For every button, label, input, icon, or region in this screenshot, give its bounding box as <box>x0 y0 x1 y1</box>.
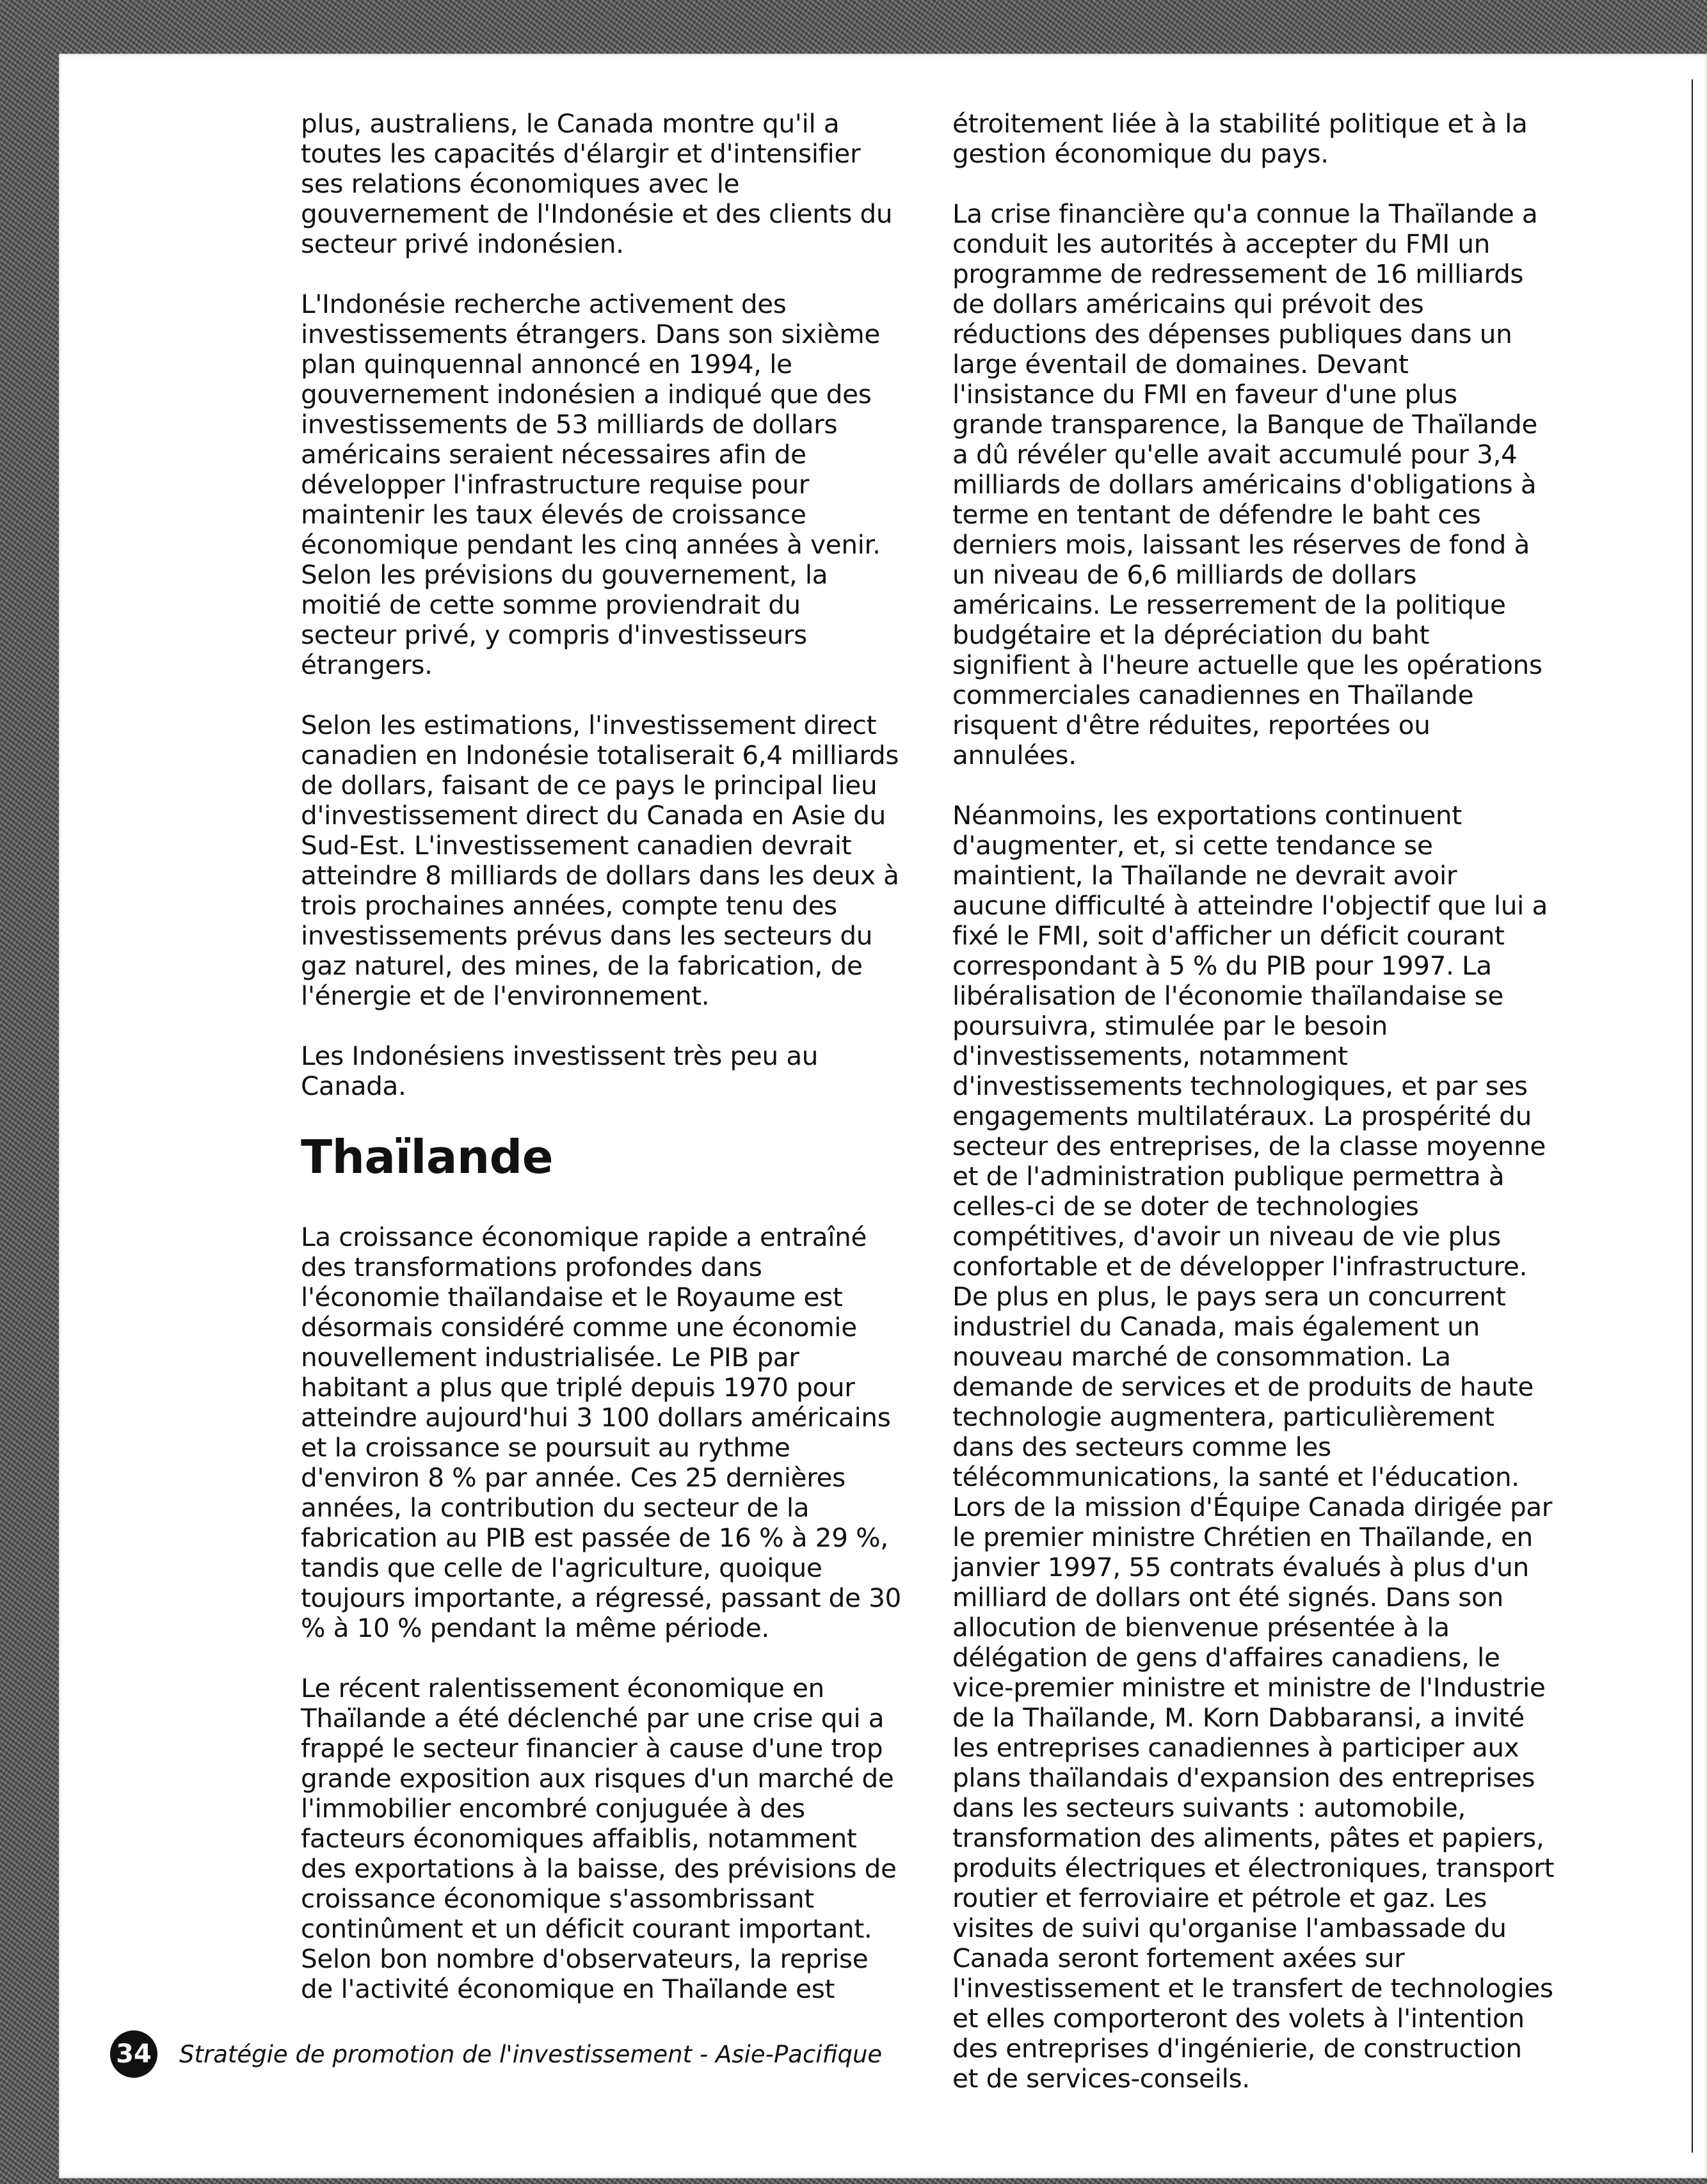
right-paragraph-4: Lors de la mission d'Équipe Canada dirigée par le premier ministre Chrétien en Thaïlande, en janvier 1997, 55 contrats évalués à plus d'un milliard de dollars ont été signés. Dans son allocution de bienvenue présentée à la délégation de gens d'affaires canadiens, le vice-premier ministre et ministre de l'Industrie de la Thaïlande, M. Korn Dabbaransi, a invité les entreprises canadiennes à participer aux plans thaïlandais d'expansion des entreprises dans les secteurs suivants : automobile, transformation des aliments, pâtes et papiers, produits électriques et électroniques, transport routier et ferroviaire et pétrole et gaz. Les visites de suivi qu'organise l'ambassade du Canada seront fortement axées sur l'investissement et le transfert de technologies et elles comporteront des volets à l'intention des entreprises d'ingénierie, de construction et de services-conseils. <box>952 1492 1554 2094</box>
page-footer <box>110 2029 882 2080</box>
left-paragraph-5: La croissance économique rapide a entraîné des transformations profondes dans l'économie thaïlandaise et le Royaume est désormais considéré comme une économie nouvellement industrialisée. Le PIB par habitant a plus que triplé depuis 1970 pour atteindre aujourd'hui 3 100 dollars américains et la croissance se poursuit au rythme d'environ 8 % par année. Ces 25 dernières années, la contribution du secteur de la fabrication au PIB est passée de 16 % à 29 %, tandis que celle de l'agriculture, quoique toujours importante, a régressé, passant de 30 % à 10 % pendant la même période. <box>301 1222 901 1643</box>
left-paragraph-4: Les Indonésiens investissent très peu au Canada. <box>301 1040 819 1101</box>
right-paragraph-2: La crise financière qu'a connue la Thaïlande a conduit les autorités à accepter du FMI un programme de redressement de 16 milliards de dollars américains qui prévoit des réductions des dépenses publiques dans un large éventail de domaines. Devant l'insistance du FMI en faveur d'une plus grande transparence, la Banque de Thaïlande a dû révéler qu'elle avait accumulé pour 3,4 milliards de dollars américains d'obligations à terme en tentant de défendre le baht ces derniers mois, laissant les réserves de fond à un niveau de 6,6 milliards de dollars américains. Le resserrement de la politique budgétaire et la dépréciation du baht signifient à l'heure actuelle que les opérations commerciales canadiennes en Thaïlande risquent d'être réduites, reportées ou annulées. <box>952 198 1543 770</box>
left-paragraph-2: L'Indonésie recherche activement des investissements étrangers. Dans son sixième plan quinquennal annoncé en 1994, le gouvernement indonésien a indiqué que des investissements de 53 milliards de dollars américains seraient nécessaires afin de développer l'infrastructure requise pour maintenir les taux élevés de croissance économique pendant les cinq années à venir. Selon les prévisions du gouvernement, la moitié de cette somme proviendrait du secteur privé, y compris d'investisseurs étrangers. <box>301 289 881 680</box>
footer-title: Stratégie de promotion de l'investissement - Asie-Pacifique <box>179 2040 883 2068</box>
page-number-badge: 34 <box>110 2030 157 2078</box>
right-paragraph-1: étroitement liée à la stabilité politique et à la gestion économique du pays. <box>952 108 1528 169</box>
right-paragraph-3: Néanmoins, les exportations continuent d'augmenter, et, si cette tendance se maintient, la Thaïlande ne devrait avoir aucune difficulté à atteindre l'objectif que lui a fixé le FMI, soit d'afficher un déficit courant correspondant à 5 % du PIB pour 1997. La libéralisation de l'économie thaïlandaise se poursuivra, stimulée par le besoin d'investissements, notamment d'investissements technologiques, et par ses engagements multilatéraux. La prospérité du secteur des entreprises, de la classe moyenne et de l'administration publique permettra à celles-ci de se doter de technologies compétitives, d'avoir un niveau de vie plus confortable et de développer l'infrastructure. De plus en plus, le pays sera un concurrent industriel du Canada, mais également un nouveau marché de consommation. La demande de services et de produits de haute technologie augmentera, particulièrement dans des secteurs comme les télécommunications, la santé et l'éducation. <box>952 800 1548 1492</box>
section-heading-thailande: Thaïlande <box>301 1130 554 1184</box>
left-column <box>301 109 902 2034</box>
left-paragraph-6: Le récent ralentissement économique en Thaïlande a été déclenché par une crise qui a frappé le secteur financier à cause d'une trop grande exposition aux risques d'un marché de l'immobilier encombré conjuguée à des facteurs économiques affaiblis, notamment des exportations à la baisse, des prévisions de croissance économique s'assombrissant continûment et un déficit courant important. Selon bon nombre d'observateurs, la reprise de l'activité économique en Thaïlande est <box>301 1673 897 2004</box>
left-paragraph-3: Selon les estimations, l'investissement direct canadien en Indonésie totaliserait 6,4 milliards de dollars, faisant de ce pays le principal lieu d'investissement direct du Canada en Asie du Sud-Est. L'investissement canadien devrait atteindre 8 milliards de dollars dans les deux à trois prochaines années, compte tenu des investissements prévus dans les secteurs du gaz naturel, des mines, de la fabrication, de l'énergie et de l'environnement. <box>301 710 899 1011</box>
right-column <box>952 109 1554 2124</box>
left-paragraph-1: plus, australiens, le Canada montre qu'il a toutes les capacités d'élargir et d'intensifier ses relations économiques avec le gouvernement de l'Indonésie et des clients du secteur privé indonésien. <box>301 108 893 259</box>
page-edge-rule <box>1692 79 1693 2153</box>
